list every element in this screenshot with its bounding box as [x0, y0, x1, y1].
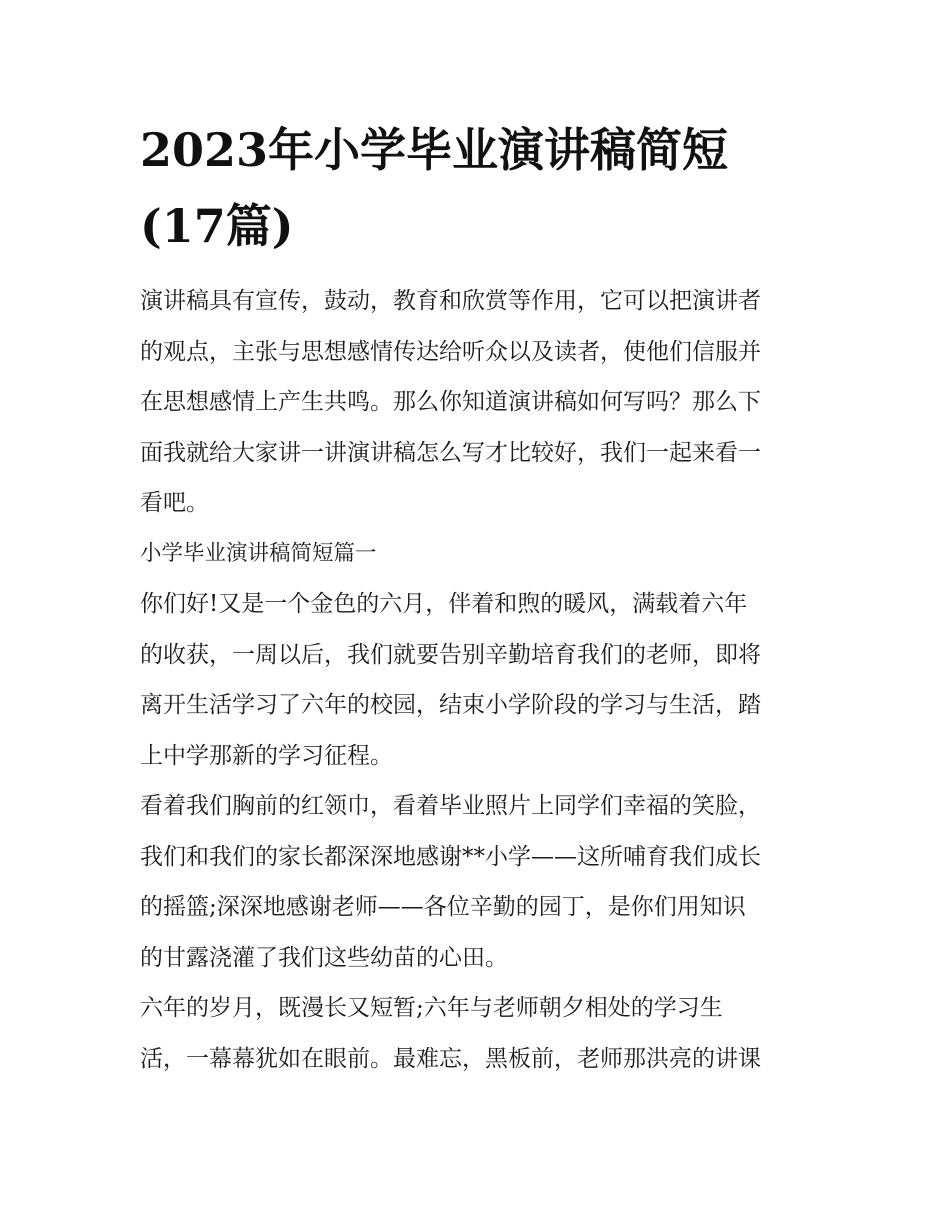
text-line: 的甘露浇灌了我们这些幼苗的心田。	[140, 944, 508, 971]
text-line: 看着我们胸前的红领巾，看着毕业照片上同学们幸福的笑脸，	[140, 793, 761, 819]
text-line: 你们好!又是一个金色的六月，伴着和煦的暖风，满载着六年	[140, 591, 748, 617]
document-title	[140, 112, 820, 264]
text-line: 活，一幕幕犹如在眼前。最难忘，黑板前，老师那洪亮的讲课	[140, 1045, 761, 1072]
text-line: 看吧。	[140, 490, 209, 516]
document-body	[140, 276, 820, 1084]
text-line: 在思想感情上产生共鸣。那么你知道演讲稿如何写吗？那么下	[140, 389, 761, 415]
text-line: 六年的岁月，既漫长又短暂;六年与老师朝夕相处的学习生	[140, 995, 723, 1021]
intro-paragraph	[140, 276, 820, 529]
text-line: 我们和我们的家长都深深地感谢**小学——这所哺育我们成长	[140, 843, 761, 870]
body-paragraph	[140, 781, 820, 983]
text-line: 的收获，一周以后，我们就要告别辛勤培育我们的老师，即将	[140, 641, 761, 668]
text-line: 离开生活学习了六年的校园，结束小学阶段的学习与生活，踏	[140, 692, 761, 718]
title-line: 2023年小学毕业演讲稿简短	[140, 123, 729, 177]
body-paragraph	[140, 579, 820, 781]
title-line: (17篇)	[140, 199, 294, 253]
text-line: 的观点，主张与思想感情传达给听众以及读者，使他们信服并	[140, 338, 761, 365]
section-heading: 小学毕业演讲稿简短篇一	[140, 540, 377, 566]
text-line: 的摇篮;深深地感谢老师——各位辛勤的园丁，是你们用知识	[140, 894, 746, 920]
text-line: 上中学那新的学习征程。	[140, 742, 393, 769]
body-paragraph	[140, 983, 820, 1084]
text-line: 演讲稿具有宣传，鼓动，教育和欣赏等作用，它可以把演讲者	[140, 288, 761, 314]
text-line: 面我就给大家讲一讲演讲稿怎么写才比较好，我们一起来看一	[140, 439, 761, 466]
